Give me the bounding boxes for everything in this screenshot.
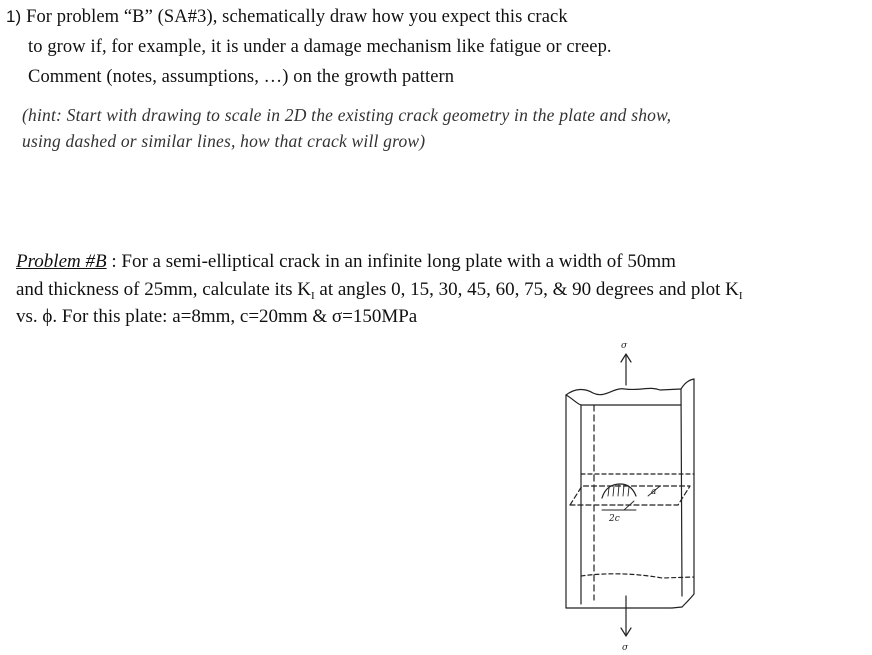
question-text-1: For problem “B” (SA#3), schematically draw how you expect this crack <box>26 7 568 27</box>
hint-line-1: (hint: Start with drawing to scale in 2D the existing crack geometry in the plate and show, <box>22 105 672 125</box>
dimension-leader <box>624 501 634 510</box>
sigma-top-label: σ <box>621 341 628 351</box>
question-number: 1) <box>6 7 22 26</box>
question-line-2: to grow if, for example, it is under a damage mechanism like fatigue or creep. <box>28 37 612 57</box>
crack-plane <box>570 486 690 505</box>
hidden-line-bottom <box>581 574 694 578</box>
plate-top-edge <box>566 388 681 395</box>
ki-subscript-2: I <box>738 290 743 302</box>
problem-colon: : <box>106 251 122 272</box>
question-line-3: Comment (notes, assumptions, …) on the growth pattern <box>28 67 455 87</box>
plate-front-right-edge <box>681 389 682 596</box>
plate-top-back-edge <box>681 379 694 389</box>
problem-text-2a: and thickness of 25mm, calculate its K <box>16 279 311 300</box>
problem-line-3: vs. ϕ. For this plate: a=8mm, c=20mm & σ=150MPa <box>16 306 418 327</box>
crack-hatching <box>608 485 629 496</box>
plate-inner-top-edge <box>566 395 681 405</box>
hint-line-2: using dashed or similar lines, how that crack will grow) <box>22 131 426 151</box>
crack-depth-label: a <box>651 487 657 497</box>
crack-width-label: 2c <box>609 514 620 524</box>
problem-label: Problem #B <box>16 251 107 272</box>
plate-bottom-corner <box>672 607 682 608</box>
problem-text-2b: at angles 0, 15, 30, 45, 60, 75, & 90 degrees and plot K <box>314 279 739 300</box>
plate-side-face <box>682 379 694 607</box>
ki-subscript-1: I <box>310 290 315 302</box>
problem-text-1: For a semi-elliptical crack in an infinite long plate with a width of 50mm <box>121 251 676 272</box>
sigma-bottom-label: σ <box>622 643 629 653</box>
